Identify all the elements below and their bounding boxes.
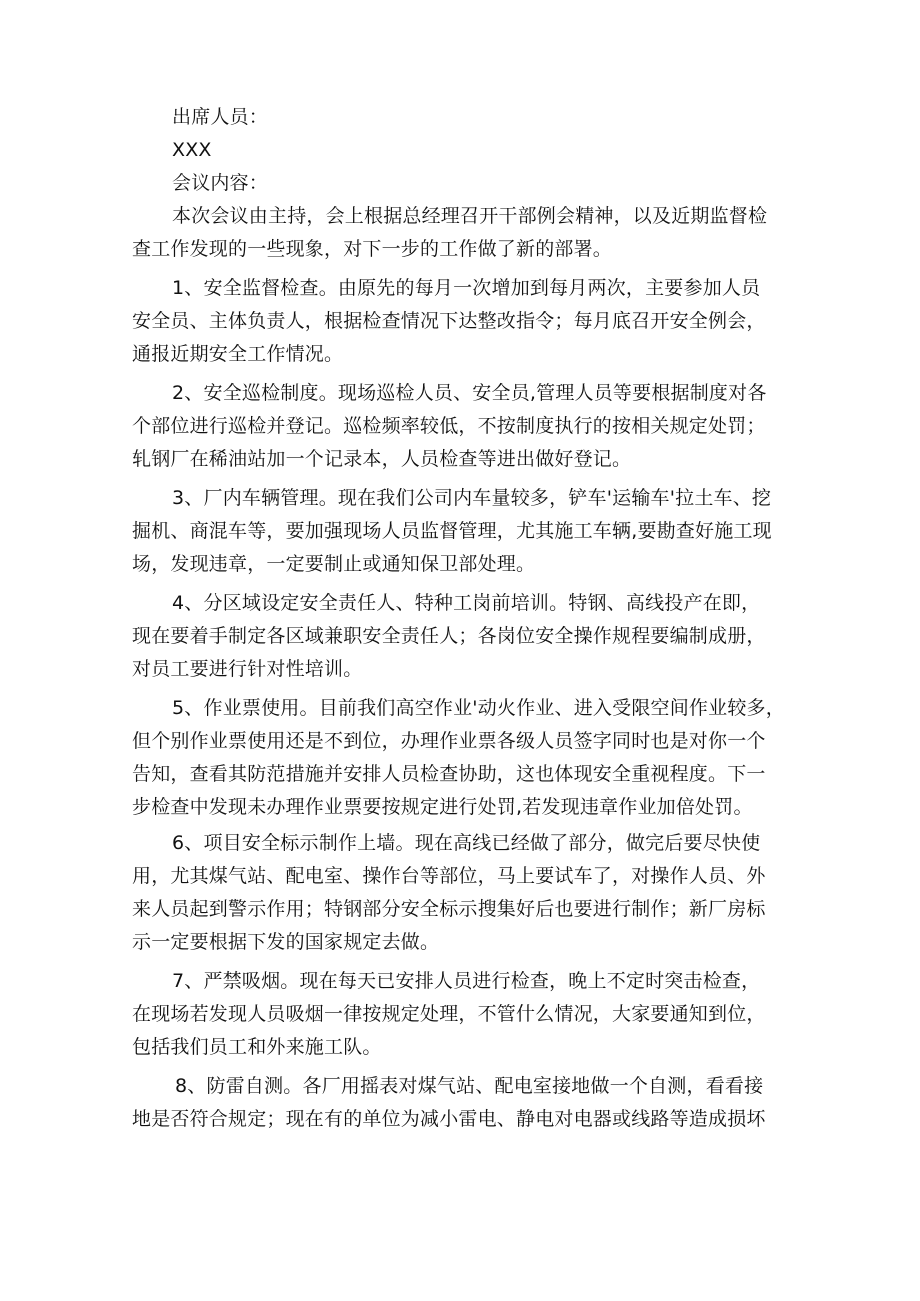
paragraph-line: 查工作发现的一些现象，对下一步的工作做了新的部署。 (132, 238, 613, 260)
paragraph-line: 6、项目安全标示制作上墙。现在高线已经做了部分，做完后要尽快使 (172, 832, 761, 854)
meeting-content-label: 会议内容： (172, 172, 269, 194)
paragraph-line: 用，尤其煤气站、配电室、操作台等部位，马上要试车了，对操作人员、外 (132, 865, 766, 887)
paragraph-line: 步检查中发现未办理作业票要按规定进行处罚,若发现违章作业加倍处罚。 (132, 796, 753, 818)
paragraph-line: 对员工要进行针对性培训。 (132, 658, 363, 680)
item-paragraph-4 (132, 587, 797, 686)
paragraph-line: 在现场若发现人员吸烟一律按规定处理，不管什么情况，大家要通知到位， (132, 1003, 766, 1025)
paragraph-line: 8、防雷自测。各厂用摇表对煤气站、配电室接地做一个自测，看看接 (175, 1075, 764, 1097)
paragraph-line: 现在要着手制定各区域兼职安全责任人；各岗位安全操作规程要编制成册， (132, 625, 766, 647)
paragraph-line: 包括我们员工和外来施工队。 (132, 1036, 382, 1058)
paragraph-line: 3、厂内车辆管理。现在我们公司内车量较多，铲车'运输车'拉土车、挖 (172, 487, 772, 509)
item-paragraph-7 (132, 965, 797, 1064)
item-paragraph-5 (132, 692, 797, 824)
paragraph-line: 5、作业票使用。目前我们高空作业'动火作业、进入受限空间作业较多， (172, 697, 785, 719)
attendees-label: 出席人员： (172, 106, 269, 128)
paragraph-line: 本次会议由主持，会上根据总经理召开干部例会精神，以及近期监督检 (172, 205, 768, 227)
paragraph-line: 轧钢厂在稀油站加一个记录本，人员检查等进出做好登记。 (132, 448, 632, 470)
item-paragraph-8 (132, 1070, 797, 1136)
document-body (132, 101, 797, 1136)
paragraph-line: 2、安全巡检制度。现场巡检人员、安全员,管理人员等要根据制度对各 (172, 382, 767, 404)
paragraph-line: 掘机、商混车等，要加强现场人员监督管理，尤其施工车辆,要勘查好施工现 (132, 520, 772, 542)
item-paragraph-2 (132, 377, 797, 476)
paragraph-line: 个部位进行巡检并登记。巡检频率较低，不按制度执行的按相关规定处罚； (132, 415, 766, 437)
paragraph-line: 安全员、主体负责人，根据检查情况下达整改指令；每月底召开安全例会， (132, 310, 766, 332)
attendees-value: XXX (172, 139, 212, 161)
paragraph-line: 地是否符合规定；现在有的单位为减小雷电、静电对电器或线路等造成损坏 (132, 1108, 766, 1130)
paragraph-line: 1、安全监督检查。由原先的每月一次增加到每月两次，主要参加人员 (172, 277, 761, 299)
paragraph-line: 但个别作业票使用还是不到位，办理作业票各级人员签字同时也是对你一个 (132, 730, 766, 752)
intro-paragraph (132, 200, 797, 266)
paragraph-line: 4、分区域设定安全责任人、特种工岗前培训。特钢、高线投产在即， (172, 592, 761, 614)
item-paragraph-3 (132, 482, 797, 581)
paragraph-line: 7、严禁吸烟。现在每天已安排人员进行检查，晚上不定时突击检查， (172, 970, 761, 992)
paragraph-line: 来人员起到警示作用；特钢部分安全标示搜集好后也要进行制作；新厂房标 (132, 898, 766, 920)
paragraph-line: 示一定要根据下发的国家规定去做。 (132, 931, 440, 953)
item-paragraph-1 (132, 272, 797, 371)
paragraph-line: 告知，查看其防范措施并安排人员检查协助，这也体现安全重视程度。下一 (132, 763, 766, 785)
paragraph-line: 通报近期安全工作情况。 (132, 343, 344, 365)
paragraph-line: 场，发现违章，一定要制止或通知保卫部处理。 (132, 553, 536, 575)
item-paragraph-6 (132, 827, 797, 959)
